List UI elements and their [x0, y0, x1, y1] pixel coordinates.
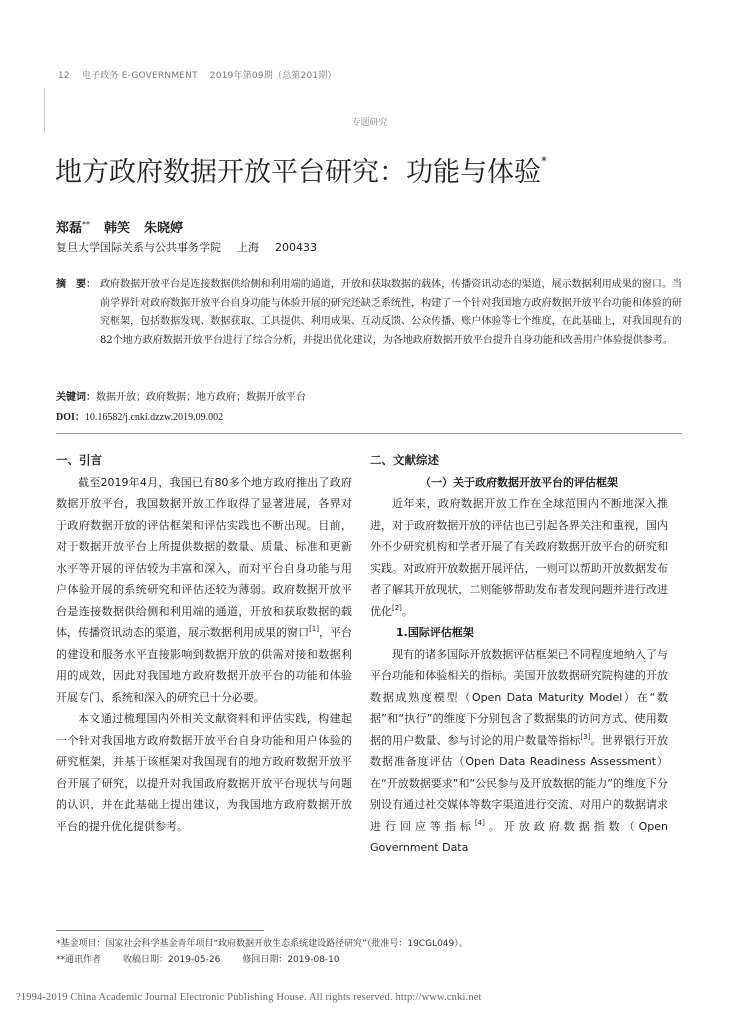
affiliation — [56, 239, 317, 255]
revised-date: 修回日期：2019-08-10 — [242, 955, 340, 965]
body-paragraph — [370, 493, 668, 622]
page-number: 12 — [58, 71, 70, 81]
corresponding-author-label: **通讯作者 — [56, 955, 102, 965]
keywords-text: 数据开放；政府数据；地方政府；数据开放平台 — [96, 392, 306, 403]
header-divider — [56, 433, 682, 434]
text-run: 。 — [401, 604, 413, 618]
author-name: 朱晓婷 — [144, 221, 184, 236]
abstract-text: 政府数据开放平台是连接数据供给侧和利用端的通道，开放和获取数据的载体，传播资讯动态的渠道，展示数据利用成果的窗口。当前学界针对政府数据开放平台自身功能与体验开展的研究还缺乏系统性，构建了一个针对我国地方政府数据开放平台功能和体验的研究框架，包括数据发现、数据获取、工具提供、利用成果、互动反馈、公众传播、账户体验等七个维度，在此基础上，对我国现有的82个地方政府数据开放平台进行了综合分析，并提出优化建议，为各地政府数据开放平台提升自身功能和改善用户体验提供参考。 — [100, 279, 682, 347]
left-column — [56, 450, 352, 837]
footnote-dates — [56, 952, 340, 965]
funding-label: *基金项目： — [56, 939, 106, 949]
section-heading-introduction: 一、引言 — [56, 453, 102, 467]
body-paragraph — [56, 472, 352, 709]
section-heading-literature-review: 二、文献综述 — [370, 453, 439, 467]
citation-ref: [1] — [309, 625, 319, 633]
abstract — [56, 276, 682, 351]
author-footnote-mark: ** — [82, 220, 91, 229]
issue-info: 2019年第09期（总第201期） — [209, 71, 337, 81]
abstract-label: 摘 要： — [56, 279, 96, 290]
citation-ref: [3] — [580, 732, 591, 741]
text-run: 现有的诸多国际开放数据评估框架已不同程度地纳入了与平台功能和体验相关的指标。美国开放数据研究院构建的开放数据成熟度模型（Open Data Maturity Model）在“数据”和“执行”的维度下分别包含了数据集的访问方式、使用数据的用户数量、参与讨论的用户数量等指标 — [370, 647, 668, 747]
city: 上海 — [237, 241, 259, 254]
journal-name: 电子政务 E-GOVERNMENT — [81, 71, 198, 81]
author-name: 郑磊 — [56, 221, 83, 236]
subsection-heading: （一）关于政府数据开放平台的评估框架 — [420, 475, 618, 489]
institution: 复旦大学国际关系与公共事务学院 — [56, 241, 221, 254]
doi — [56, 408, 223, 423]
postcode: 200433 — [275, 241, 317, 254]
text-run: 。开放政府数据指数（Open Government Data — [370, 819, 669, 854]
citation-ref: [4] — [474, 818, 485, 827]
doi-label: DOI： — [56, 412, 85, 423]
text-run: 近年来，政府数据开放工作在全球范围内不断地深入推进，对于政府数据开放的评估也已引起各界关注和重视，国内外不少研究机构和学者开展了有关政府数据开放平台的研究和实践。对政府开放数据开展评估，一则可以帮助开放数据发布者了解其开放现状，二则能够帮助发布者发现问题并进行改进优化 — [370, 497, 668, 618]
title-footnote-mark: * — [541, 154, 547, 168]
text-run: 。世界银行开放数据准备度评估（Open Data Readiness Assessment）在“开放数据要求”和“公民参与及开放数据的能力”的维度下分别设有通过社交媒体等数字渠道进行交流、对用户的数据请求进行回应等指标 — [370, 733, 669, 833]
title-text: 地方政府数据开放平台研究：功能与体验 — [55, 157, 541, 188]
copyright-watermark: ?1994-2019 China Academic Journal Electronic Publishing House. All rights reserved. http://www.cnki.net — [16, 992, 482, 1003]
body-paragraph — [370, 644, 668, 859]
body-paragraph: 本文通过梳理国内外相关文献资料和评估实践，构建起一个针对我国地方政府数据开放平台自身功能和用户体验的研究框架，并基于该框架对我国现有的地方政府数据开放平台开展了研究，以提升对我国政府数据开放平台现状与问题的认识，并在此基础上提出建议，为我国地方政府数据开放平台的提升优化提供参考。 — [56, 712, 352, 833]
article-title — [55, 150, 547, 189]
text-run: 截至2019年4月，我国已有80多个地方政府推出了政府数据开放平台，我国数据开放工作取得了显著进展，各界对于政府数据开放的评估框架和评估实践也不断出现。目前，对于数据开放平台上所提供数据的数量、质量、标准和更新水平等开展的评估较为丰富和深入，而对平台自身功能与用户体验开展的系统研究和评估还较为薄弱。政府数据开放平台是连接数据供给侧和利用端的通道，开放和获取数据的载体，传播资讯动态的渠道，展示数据利用成果的窗口 — [56, 475, 352, 639]
author-list — [56, 217, 183, 236]
citation-ref: [2] — [392, 603, 402, 612]
keywords — [56, 388, 306, 403]
footnote-funding — [56, 936, 468, 949]
right-column — [370, 450, 668, 859]
footnote-divider — [56, 930, 264, 931]
text-run: ，平台的建设和服务水平直接影响到数据开放的供需对接和数据利用的成效，因此对我国地方政府数据开放平台的功能和体验开展专门、系统和深入的研究已十分必要。 — [56, 626, 353, 704]
funding-text: 国家社会科学基金青年项目“政府数据开放生态系统建设路径研究”（批准号：19CGL049）。 — [105, 939, 468, 949]
subsubsection-heading: 1.国际评估框架 — [396, 626, 474, 639]
received-date: 收稿日期：2019-05-26 — [123, 955, 221, 965]
running-head — [58, 68, 337, 81]
doi-value: 10.16582/j.cnki.dzzw.2019.09.002 — [84, 412, 224, 423]
section-label: 专题研究 — [351, 118, 388, 128]
author-name: 韩笑 — [104, 221, 131, 236]
keywords-label: 关键词： — [56, 392, 96, 403]
